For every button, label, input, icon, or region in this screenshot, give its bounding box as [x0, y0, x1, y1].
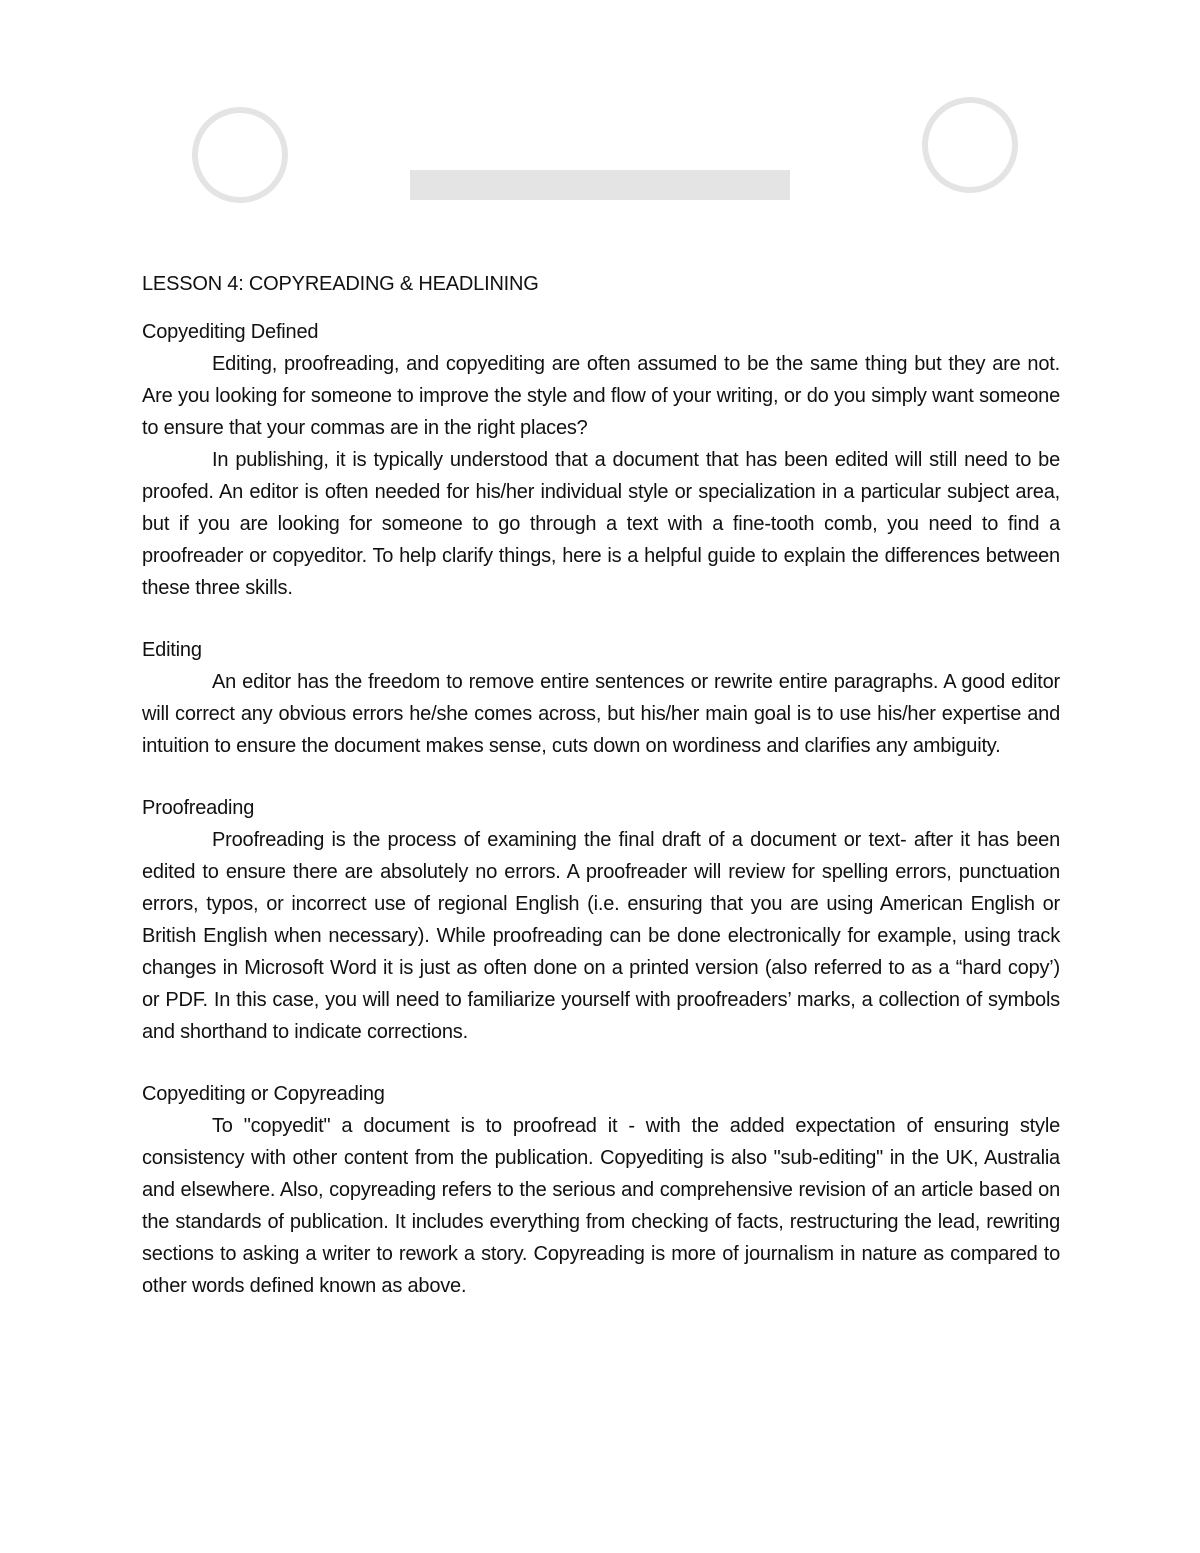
paragraph: Editing, proofreading, and copyediting are often assumed to be the same thing but they are not. Are you looking for someone to improve the style and flow of your writing, or do you simply want someone to ensure that your commas are in the right places? — [142, 353, 1060, 439]
header-watermark — [180, 60, 1040, 230]
section-proofreading — [142, 792, 1060, 1048]
section-editing — [142, 634, 1060, 762]
document-body — [142, 268, 1060, 1302]
section-copyediting-defined — [142, 316, 1060, 604]
section-copyediting-or-copyreading — [142, 1078, 1060, 1302]
lesson-title: LESSON 4: COPYREADING & HEADLINING — [142, 273, 539, 295]
section-heading: Proofreading — [142, 797, 255, 819]
paragraph: To "copyedit" a document is to proofread it - with the added expectation of ensuring style consistency with other content from the publication. Copyediting is also "sub-editing" in the UK, Australia and elsewhere. Also, copyreading refers to the serious and comprehensive revision of an article based on the standards of publication. It includes everything from checking of facts, restructuring the lead, rewriting sections to asking a writer to rework a story. Copyreading is more of journalism in nature as compared to other words defined known as above. — [142, 1115, 1060, 1297]
section-heading: Copyediting or Copyreading — [142, 1083, 385, 1105]
section-heading: Copyediting Defined — [142, 321, 319, 343]
section-heading: Editing — [142, 639, 202, 661]
paragraph: In publishing, it is typically understood that a document that has been edited will still need to be proofed. An editor is often needed for his/her individual style or specialization in a particular subject area, but if you are looking for someone to go through a text with a fine-tooth comb, you need to find a proofreader or copyeditor. To help clarify things, here is a helpful guide to explain the differences between these three skills. — [142, 449, 1060, 599]
paragraph: An editor has the freedom to remove entire sentences or rewrite entire paragraphs. A good editor will correct any obvious errors he/she comes across, but his/her main goal is to use his/her expertise and intuition to ensure the document makes sense, cuts down on wordiness and clarifies any ambiguity. — [142, 671, 1060, 757]
paragraph: Proofreading is the process of examining the final draft of a document or text- after it has been edited to ensure there are absolutely no errors. A proofreader will review for spelling errors, punctuation errors, typos, or incorrect use of regional English (i.e. ensuring that you are using American English or British English when necessary). While proofreading can be done electronically for example, using track changes in Microsoft Word it is just as often done on a printed version (also referred to as a “hard copy’) or PDF. In this case, you will need to familiarize yourself with proofreaders’ marks, a collection of symbols and shorthand to indicate corrections. — [142, 829, 1060, 1043]
